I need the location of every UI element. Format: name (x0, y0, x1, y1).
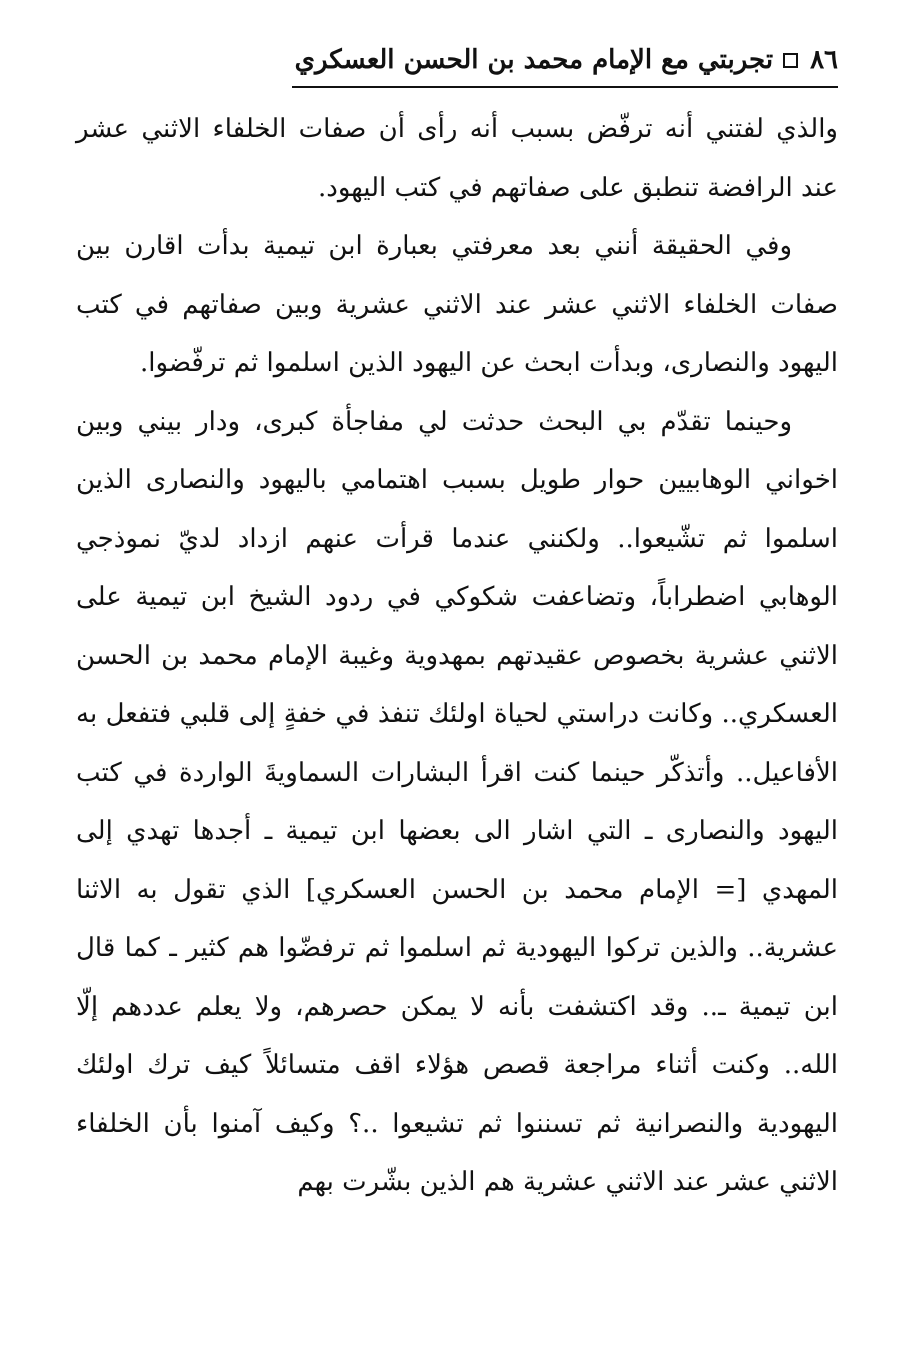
header-divider (292, 86, 838, 88)
square-ornament-icon (783, 53, 798, 68)
page-number: ٨٦ (810, 45, 838, 75)
running-title: تجربتي مع الإمام محمد بن الحسن العسكري (294, 45, 774, 75)
body-text (76, 100, 838, 1212)
running-header (288, 38, 838, 82)
paragraph-2: وفي الحقيقة أنني بعد معرفتي بعبارة ابن تيمية بدأت اقارن بين صفات الخلفاء الاثني عشر عند الاثني عشرية وبين صفاتهم في كتب اليهود والنصارى، وبدأت ابحث عن اليهود الذين اسلموا ثم ترفّضوا. (76, 231, 839, 378)
paragraph-1: والذي لفتني أنه ترفّض بسبب أنه رأى أن صفات الخلفاء الاثني عشر عند الرافضة تنطبق على صفاتهم في كتب اليهود. (76, 114, 838, 203)
paragraph-3: وحينما تقدّم بي البحث حدثت لي مفاجأة كبرى، ودار بيني وبين اخواني الوهابيين حوار طويل بسبب اهتمامي باليهود والنصارى الذين اسلموا ثم تشّيعوا.. ولكنني عندما قرأت عنهم ازداد لديّ نموذجي الوهابي اضطراباً، وتضاعفت شكوكي في ردود الشيخ ابن تيمية على الاثني عشرية بخصوص عقيدتهم بمهدوية وغيبة الإمام محمد بن الحسن العسكري.. وكانت دراستي لحياة اولئك تنفذ في خفةٍ إلى قلبي فتفعل به الأفاعيل.. وأتذكّر حينما كنت اقرأ البشارات السماويةَ الواردة في كتب اليهود والنصارى ـ التي اشار الى بعضها ابن تيمية ـ أجدها تهدي إلى المهدي [= الإمام محمد بن الحسن العسكري] الذي تقول به الاثنا عشرية.. والذين تركوا اليهودية ثم اسلموا ثم ترفضّوا هم كثير ـ كما قال ابن تيمية ـ.. وقد اكتشفت بأنه لا يمكن حصرهم، ولا يعلم عددهم إلّا الله.. وكنت أثناء مراجعة قصص هؤلاء اقف متسائلاً كيف ترك اولئك اليهودية والنصرانية ثم تسننوا ثم تشيعوا ..؟ وكيف آمنوا بأن الخلفاء الاثني عشر عند الاثني عشرية هم الذين بشّرت بهم (76, 406, 838, 1197)
